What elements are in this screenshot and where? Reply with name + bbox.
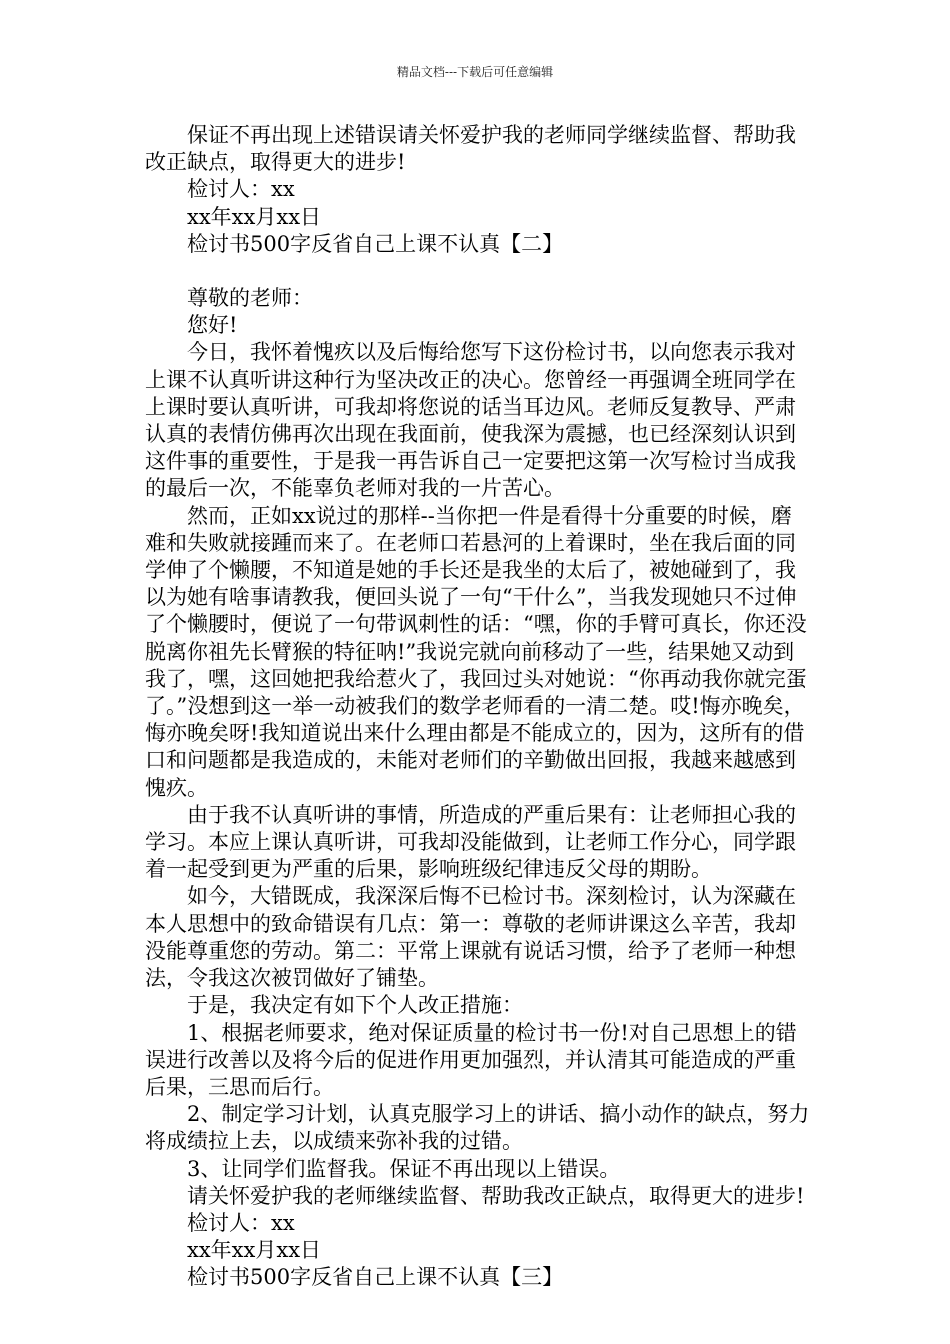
body-paragraph: 由于我不认真听讲的事情，所造成的严重后果有：让老师担心我的学习。本应上课认真听讲，可我却没能做到，让老师工作分心，同学跟着一起受到更为严重的后果，影响班级纪律违反父母的期盼。 — [145, 802, 796, 882]
body-paragraph: 如今，大错既成，我深深后悔不已检讨书。深刻检讨，认为深藏在本人思想中的致命错误有几点：第一：尊敬的老师讲课这么辛苦，我却没能尊重您的劳动。第二：平常上课就有说话习惯，给予了老师一种想法，令我这次被罚做好了铺垫。 — [145, 884, 796, 991]
date-line: xx年xx月xx日 — [187, 1238, 322, 1263]
blank-line — [145, 258, 810, 285]
body-paragraph: 今日，我怀着愧疚以及后悔给您写下这份检讨书，以向您表示我对上课不认真听讲这种行为坚决改正的决心。您曾经一再强调全班同学在上课时要认真听讲，可我却将您说的话当耳边风。老师反复教导、严肃认真的表情仿佛再次出现在我面前，使我深为震撼，也已经深刻认识到这件事的重要性，于是我一再告诉自己一定要把这第一次写检讨当成我的最后一次，不能辜负老师对我的一片苦心。 — [145, 340, 796, 501]
greeting: 您好! — [187, 313, 238, 338]
measure-item: 1、根据老师要求，绝对保证质量的检讨书一份!对自己思想上的错误进行改善以及将今后的促进作用更加强烈，并认清其可能造成的严重后果，三思而后行。 — [145, 1020, 797, 1099]
body-paragraph: 然而，正如xx说过的那样--当你把一件是看得十分重要的时候，磨难和失败就接踵而来了。在老师口若悬河的上着课时，坐在我后面的同学伸了个懒腰，不知道是她的手长还是我坐的太后了，被她碰到了，我以为她有啥事请教我，便回头说了一句“干什么”，当我发现她只不过伸了个懒腰时，便说了一句带讽刺性的话：“嘿，你的手臂可真长，你还没脱离你祖先长臂猴的特征呐!”我说完就向前移动了一些，结果她又动到我了，嘿，这回她把我给惹火了，我回过头对她说：“你再动我你就完蛋了。”没想到这一举一动被我们的数学老师看的一清二楚。哎!悔亦晚矣，悔亦晚矣呀!我知道说出来什么理由都是不能成立的，因为，这所有的借口和问题都是我造成的，未能对老师们的辛勤做出回报，我越来越感到愧疚。 — [145, 503, 807, 800]
body-paragraph: 请关怀爱护我的老师继续监督、帮助我改正缺点，取得更大的进步! — [187, 1183, 805, 1208]
measure-item: 3、让同学们监督我。保证不再出现以上错误。 — [187, 1156, 621, 1181]
measure-item: 2、制定学习计划，认真克服学习上的讲话、搞小动作的缺点，努力将成绩拉上去，以成绩来弥补我的过错。 — [145, 1102, 810, 1154]
document-body — [145, 122, 810, 1292]
date-line: xx年xx月xx日 — [187, 204, 322, 229]
section-title: 检讨书500字反省自己上课不认真【三】 — [187, 1265, 564, 1290]
closing-paragraph: 保证不再出现上述错误请关怀爱护我的老师同学继续监督、帮助我改正缺点，取得更大的进步! — [145, 123, 796, 175]
body-paragraph: 于是，我决定有如下个人改正措施： — [187, 993, 523, 1018]
salutation: 尊敬的老师： — [187, 286, 313, 311]
signer-line: 检讨人：xx — [187, 177, 295, 202]
signer-line: 检讨人：xx — [187, 1210, 295, 1235]
section-title: 检讨书500字反省自己上课不认真【二】 — [187, 231, 564, 256]
page-header: 精品文档---下载后可任意编辑 — [396, 65, 554, 79]
